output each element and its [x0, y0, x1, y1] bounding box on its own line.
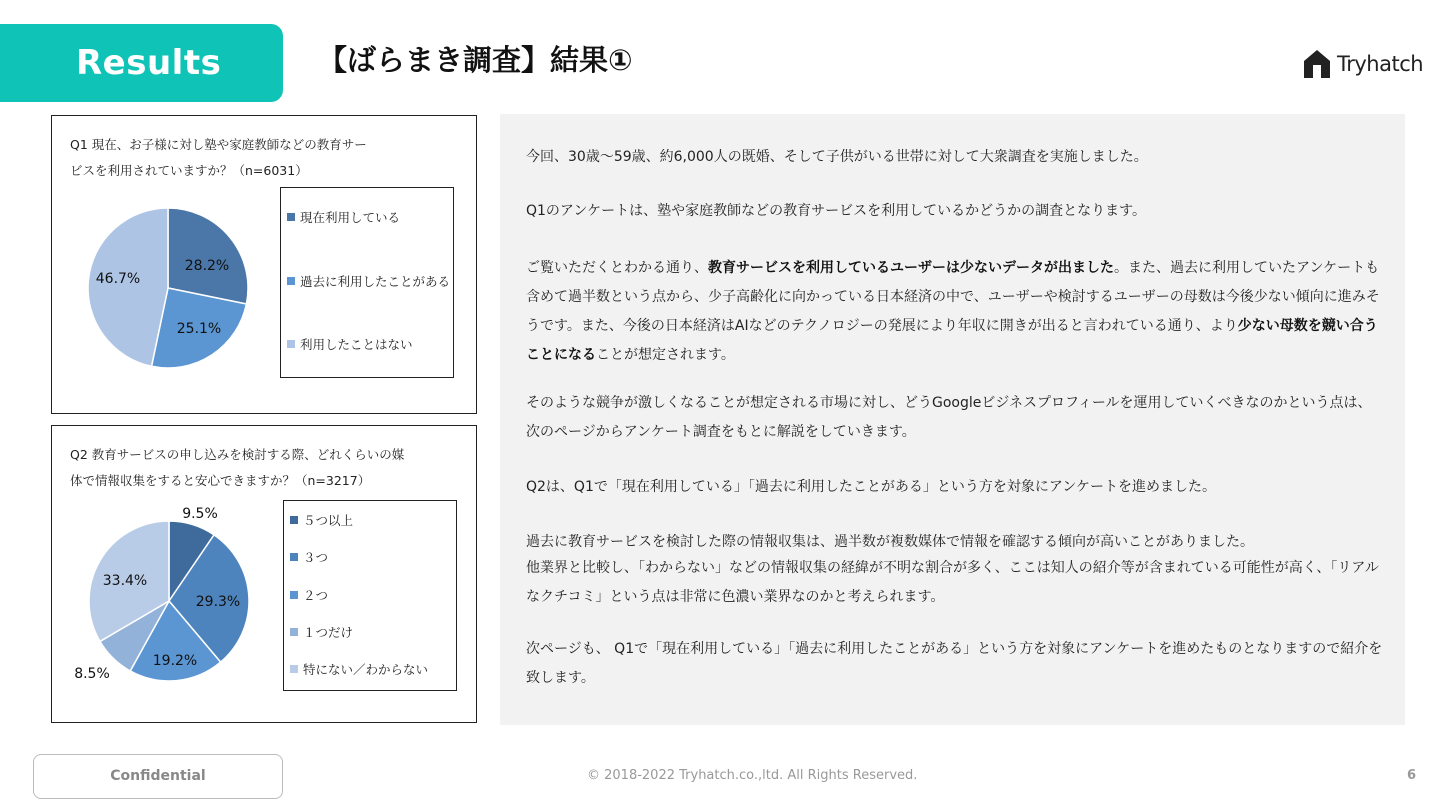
q2-legend-swatch [290, 628, 298, 636]
q2-chart [51, 425, 477, 723]
q2-legend-label: ２つ [303, 588, 329, 603]
pie-slice-2 [88, 208, 168, 366]
q1-title-line-2: ビスを利用されていますか？（n=6031） [70, 163, 308, 178]
q2-legend-swatch [290, 553, 298, 561]
q1-legend-item-current [287, 208, 400, 226]
p3-text-a: ご覧いただくとわかる通り、 [526, 260, 708, 276]
q2-legend-item-3 [290, 548, 328, 566]
q1-title-line-1: Q1 現在、お子様に対し塾や家庭教師などの教育サー [70, 137, 367, 152]
q1-legend-swatch [287, 277, 295, 285]
q2-legend-item-5plus [290, 511, 353, 529]
pie-data-label-3: 8.5% [74, 666, 110, 682]
page-number: 6 [1407, 768, 1417, 783]
pie-data-label-0: 28.2% [184, 258, 230, 274]
p3-text-c: 。また、過去に利用していたアンケートも含めて過半数という点から、少子高齢化に向かっている日本経済の中で、ユーザーや検討するユーザーの母数は今後少ない傾向に進みそうです。また、今後の日本経済はAIなどのテクノロジーの発展により年収に開きが出ると言われている通り、より [526, 260, 1380, 334]
q2-legend-label: ３つ [303, 550, 329, 565]
pie-slice-0 [168, 208, 248, 304]
q2-title-line-1: Q2 教育サービスの申し込みを検討する際、どれくらいの媒 [70, 447, 405, 462]
house-logo-icon [1302, 48, 1332, 80]
paragraph-q1-summary: Q1のアンケートは、塾や家庭教師などの教育サービスを利用しているかどうかの調査となります。 [526, 203, 1146, 219]
paragraph-q2-comparison: 他業界と比較し、「わからない」などの情報収集の経緯が不明な割合が多く、ここは知人の紹介等が含まれている可能性が高く、「リアルなクチコミ」という点は非常に色濃い業界なのかと考えられます。 [526, 560, 1379, 605]
p3-text-e: ことが想定されます。 [596, 347, 735, 363]
q1-legend-swatch [287, 340, 295, 348]
q2-legend-label: ５つ以上 [303, 513, 354, 528]
q1-legend-label: 現在利用している [300, 210, 401, 225]
q1-legend [280, 187, 454, 378]
q2-legend-item-none [290, 660, 428, 678]
tryhatch-logo [1302, 48, 1423, 80]
q2-pie [52, 426, 278, 722]
q2-legend-swatch [290, 516, 298, 524]
paragraph-q1-analysis [526, 254, 1384, 370]
q2-title-line-2: 体で情報収集をすると安心できますか？（n=3217） [70, 473, 371, 488]
q2-legend-label: 特にない／わからない [303, 662, 429, 677]
q2-legend [283, 500, 457, 691]
paragraph-intro: 今回、30歳〜59歳、約6,000人の既婚、そして子供がいる世帯に対して大衆調査を実施しました。 [526, 149, 1148, 165]
paragraph-competition: そのような競争が激しくなることが想定される市場に対し、どうGoogleビジネスプロフィールを運用していくべきなのかという点は、次のページからアンケート調査をもとに解説をしていきます。 [526, 395, 1372, 440]
pie-data-label-2: 46.7% [95, 271, 141, 287]
p3-bold-d: 少ない母数を競い合うことになる [526, 318, 1378, 363]
paragraph-q2-analysis: 過去に教育サービスを検討した際の情報収集は、過半数が複数媒体で情報を確認する傾向が高いことがありました。 [526, 534, 1254, 550]
copyright-text: © 2018-2022 Tryhatch.co.,ltd. All Rights Reserved. [587, 768, 918, 783]
slide-title: 【ばらまき調査】結果① [318, 43, 633, 77]
q1-legend-label: 利用したことはない [300, 337, 413, 352]
paragraph-next-page: 次ページも、 Q1で「現在利用している」「過去に利用したことがある」という方を対象にアンケートを進めたものとなりますので紹介を致します。 [526, 641, 1383, 686]
q1-chart [51, 115, 477, 414]
p3-bold-b: 教育サービスを利用しているユーザーは少ないデータが出ました [708, 260, 1114, 276]
pie-data-label-2: 19.2% [152, 653, 198, 669]
paragraph-q2-intro: Q2は、Q1で「現在利用している」「過去に利用したことがある」という方を対象にアンケートを進めました。 [526, 479, 1217, 495]
pie-data-label-0: 9.5% [182, 506, 218, 522]
confidential-badge: Confidential [33, 754, 283, 799]
q1-legend-label: 過去に利用したことがある [300, 274, 451, 289]
q1-legend-item-never [287, 335, 413, 353]
q2-legend-swatch [290, 591, 298, 599]
pie-data-label-4: 33.4% [102, 573, 148, 589]
q2-legend-swatch [290, 665, 298, 673]
pie-data-label-1: 25.1% [176, 321, 222, 337]
results-tab: Results [0, 24, 283, 102]
explanation-panel [500, 114, 1405, 725]
q2-legend-item-2 [290, 586, 328, 604]
q1-legend-swatch [287, 213, 295, 221]
q2-legend-item-1 [290, 623, 353, 641]
q1-pie [52, 116, 278, 413]
q1-legend-item-past [287, 272, 450, 290]
pie-data-label-1: 29.3% [195, 594, 241, 610]
q2-legend-label: １つだけ [303, 625, 354, 640]
logo-text: Tryhatch [1337, 52, 1424, 76]
